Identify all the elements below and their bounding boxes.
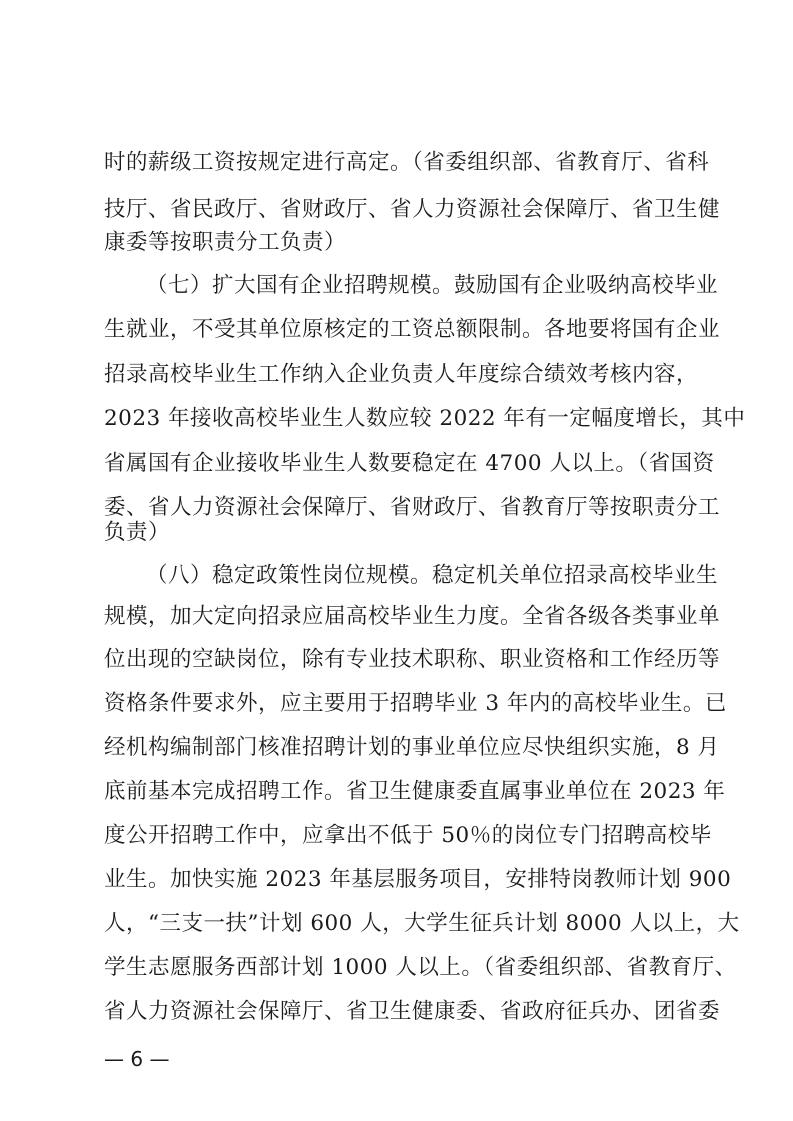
text-line: 位出现的空缺岗位，除有专业技术职称、职业资格和工作经历等 [104,647,721,672]
text-line: 学生志愿服务西部计划 1000 人以上。（省委组织部、省教育厅、 [104,955,737,980]
text-line: 2023 年接收高校毕业生人数应较 2022 年有一定幅度增长，其中 [104,406,746,431]
text-line: 委、省人力资源社会保障厅、省财政厅、省教育厅等按职责分工 [104,495,721,520]
text-line: 经机构编制部门核准招聘计划的事业单位应尽快组织实施，8 月 [104,735,720,760]
text-line: 业生。加快实施 2023 年基层服务项目，安排特岗教师计划 900 [104,867,732,892]
text-line: 人，“三支一扶”计划 600 人，大学生征兵计划 8000 人以上，大 [104,911,740,936]
paragraph-heading-7: （七）扩大国有企业招聘规模。鼓励国有企业吸纳高校毕业 [146,273,719,298]
text-line: 生就业，不受其单位原核定的工资总额限制。各地要将国有企业 [104,317,721,342]
text-line: 招录高校毕业生工作纳入企业负责人年度综合绩效考核内容， [104,362,699,387]
text-line: 省属国有企业接收毕业生人数要稳定在 4700 人以上。（省国资 [104,451,715,476]
text-line: 度公开招聘工作中，应拿出不低于 50％的岗位专门招聘高校毕 [104,823,712,848]
text-line: 康委等按职责分工负责） [104,230,347,255]
text-line: 资格条件要求外，应主要用于招聘毕业 3 年内的高校毕业生。已 [104,691,727,716]
text-line: 负责） [104,520,171,545]
paragraph-heading-8: （八）稳定政策性岗位规模。稳定机关单位招录高校毕业生 [146,563,719,588]
text-line: 技厅、省民政厅、省财政厅、省人力资源社会保障厅、省卫生健 [104,197,721,222]
page-number: — 6 — [104,1047,170,1071]
text-line: 省人力资源社会保障厅、省卫生健康委、省政府征兵办、团省委 [104,999,721,1024]
text-line: 时的薪级工资按规定进行高定。（省委组织部、省教育厅、省科 [104,150,710,175]
text-line: 底前基本完成招聘工作。省卫生健康委直属事业单位在 2023 年 [104,779,726,804]
text-line: 规模，加大定向招录应届高校毕业生力度。全省各级各类事业单 [104,604,721,629]
